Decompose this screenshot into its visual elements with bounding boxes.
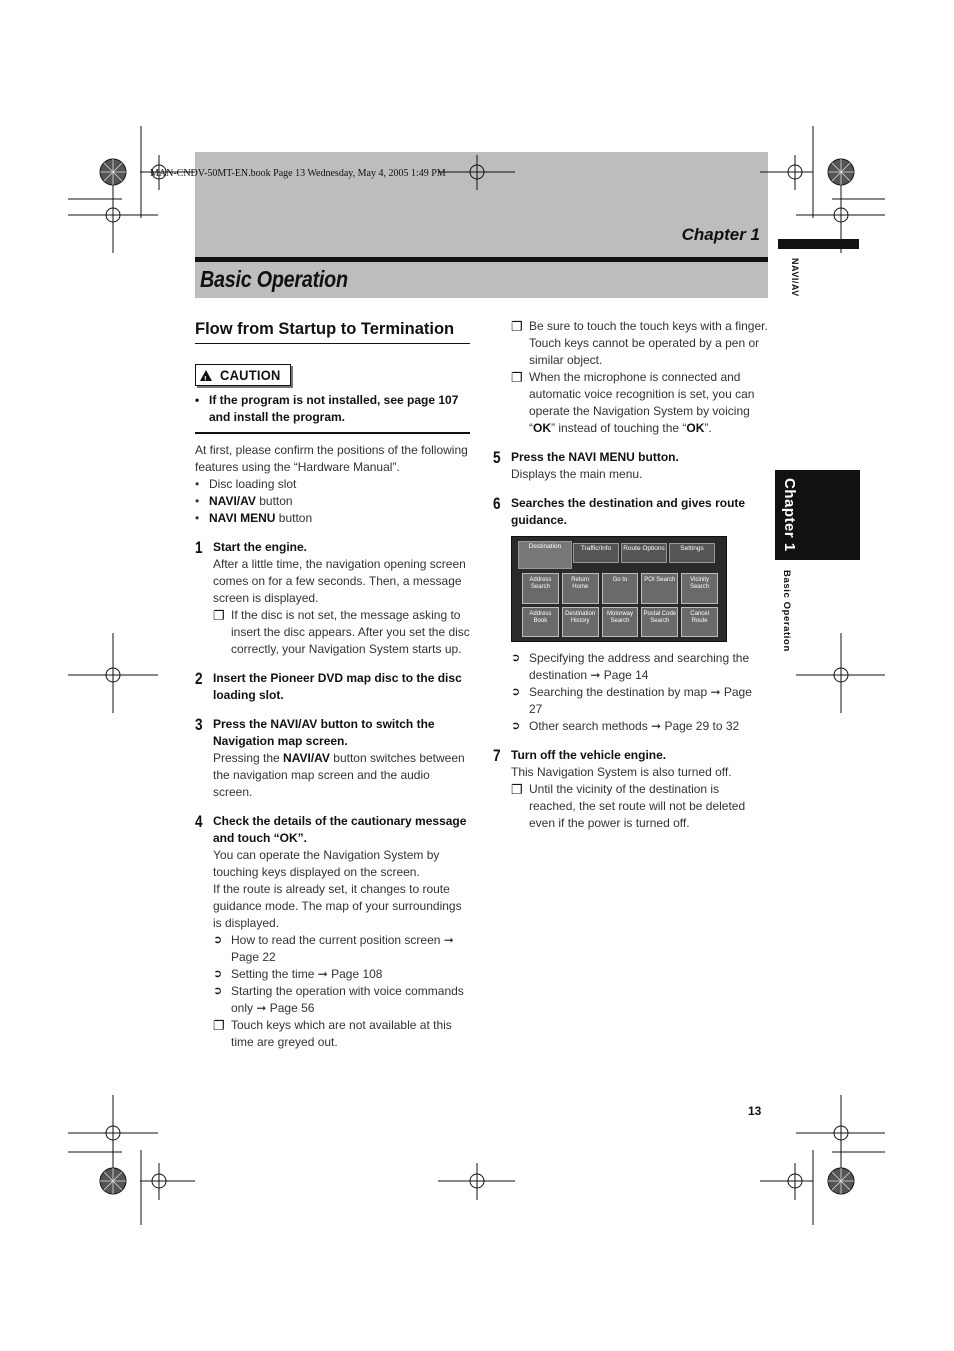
step-1: 1 Start the engine. After a little time, the navigation opening screen comes on for a few seconds. Then, a message screen is displayed. ❐ If the disc is not set, the message asking to insert the disc appears. After you set the disc correctly, your Navigation System starts up. — [195, 538, 470, 656]
right-column — [493, 318, 768, 832]
screen-key: Postal Code Search — [641, 607, 678, 638]
section-heading: Flow from Startup to Termination — [195, 318, 470, 344]
reference-item: ➲ Starting the operation with voice commands only ➞ Page 56 — [213, 984, 464, 1015]
note-item: ❐ Be sure to touch the touch keys with a finger. Touch keys cannot be operated by a pen or similar object. — [511, 319, 768, 367]
feature-item: • Disc loading slot — [195, 477, 297, 491]
book-info-line: MAN-CNDV-50MT-EN.book Page 13 Wednesday, May 4, 2005 1:49 PM — [150, 168, 446, 179]
screen-tab: Traffic/Info — [573, 543, 619, 563]
main-menu-screenshot — [511, 536, 727, 642]
reference-item: ➲ Other search methods ➞ Page 29 to 32 — [511, 719, 740, 733]
screen-tab: Route Options — [621, 543, 667, 563]
chapter-label: Chapter 1 — [681, 225, 760, 244]
side-tab-section: Basic Operation — [781, 570, 792, 652]
screen-key: Vicinity Search — [681, 573, 718, 604]
screen-tab: Destination — [518, 541, 572, 569]
title-rule — [195, 257, 768, 262]
screen-key: Go to — [602, 573, 639, 604]
left-column — [195, 318, 470, 1051]
screen-key: Address Search — [522, 573, 559, 604]
side-tab-chapter: Chapter 1 — [781, 478, 798, 552]
note-item: ❐ If the disc is not set, the message asking to insert the disc appears. After you set the disc correctly, your Navigation System starts up. — [213, 608, 470, 656]
screen-key: Destination History — [562, 607, 599, 638]
step-4: 4 Check the details of the cautionary message and touch “OK”. You can operate the Navigation System by touching keys displayed on the screen. If the route is already set, it changes to route guidance mode. The map of your surroundings is displayed. ➲ How to read the current position screen ➞ Page 22 ➲ Setting the time ➞ Page 108 ➲ Starting the operation with voice commands only ➞ Page 56 ❐ Touch keys which are not available at this time are greyed out. — [195, 813, 470, 1051]
page-title: Basic Operation — [200, 266, 348, 292]
note-item: ❐ Touch keys which are not available at this time are greyed out. — [213, 1018, 452, 1049]
screen-key: Return Home — [562, 573, 599, 604]
step-body: Pressing the NAVI/AV button switches between the navigation map screen and the audio screen. — [213, 751, 465, 799]
feature-item: • NAVI MENU button — [195, 511, 313, 525]
screen-key: Cancel Route — [681, 607, 718, 638]
step-3: 3 Press the NAVI/AV button to switch the Navigation map screen. Pressing the NAVI/AV button switches between the navigation map screen and the audio screen. — [195, 716, 470, 801]
reference-item: ➲ Setting the time ➞ Page 108 — [213, 967, 383, 981]
reference-item: ➲ How to read the current position screen ➞ Page 22 — [213, 933, 454, 964]
intro-paragraph: At first, please confirm the positions of the following features using the “Hardware Manual”. — [195, 443, 468, 474]
reference-item: ➲ Specifying the address and searching the destination ➞ Page 14 — [511, 651, 750, 682]
caution-badge — [195, 364, 291, 386]
caution-label: CAUTION — [220, 366, 281, 383]
step-6: 6 Searches the destination and gives route guidance. Destination Traffic/Info Route Options Settings Address Search Return Home Go to POI Search Vicinity Search Address Book Destination History Motorway Search Postal Code Search Cancel Route ➲ Specifying the address and searching the destination ➞ Page 14 ➲ Searching the destination by map ➞ Page 27 ➲ Other search methods ➞ Page 29 to 32 — [493, 495, 768, 735]
step-body: You can operate the Navigation System by touching keys displayed on the screen. — [213, 848, 440, 879]
screen-key: Address Book — [522, 607, 559, 638]
side-tab-navi: NAVI/AV — [790, 258, 800, 297]
page-number: 13 — [748, 1104, 762, 1118]
reference-item: ➲ Searching the destination by map ➞ Page 27 — [511, 685, 752, 716]
step-body: This Navigation System is also turned off. — [511, 765, 732, 779]
screen-key-grid — [522, 573, 718, 637]
feature-list — [195, 476, 470, 527]
note-item: ❐ When the microphone is connected and automatic voice recognition is set, you can operate the Navigation System by voicing “OK” instead of touching the “OK”. — [511, 370, 755, 435]
caution-block — [195, 364, 470, 434]
screen-key: Motorway Search — [602, 607, 639, 638]
feature-item: • NAVI/AV button — [195, 494, 293, 508]
screen-tab: Settings — [669, 543, 715, 563]
warning-icon — [200, 370, 212, 381]
note-item: ❐ Until the vicinity of the destination is reached, the set route will not be deleted even if the power is turned off. — [511, 782, 746, 830]
step-body: After a little time, the navigation opening screen comes on for a few seconds. Then, a message screen is displayed. — [213, 557, 466, 605]
step-2: 2 Insert the Pioneer DVD map disc to the disc loading slot. — [195, 669, 462, 702]
caution-text: • If the program is not installed, see page 107 and install the program. — [195, 392, 470, 434]
screen-tabs — [512, 537, 726, 567]
step-body: If the route is already set, it changes to route guidance mode. The map of your surroundings is displayed. — [213, 882, 462, 930]
screen-key: POI Search — [641, 573, 678, 604]
side-tab-bar — [778, 239, 859, 249]
step-7: 7 Turn off the vehicle engine. This Navigation System is also turned off. ❐ Until the vicinity of the destination is reached, the set route will not be deleted even if the power is turned off. — [493, 747, 768, 832]
step-body: Displays the main menu. — [511, 467, 643, 481]
step-5: 5 Press the NAVI MENU button. Displays the main menu. — [493, 449, 768, 483]
